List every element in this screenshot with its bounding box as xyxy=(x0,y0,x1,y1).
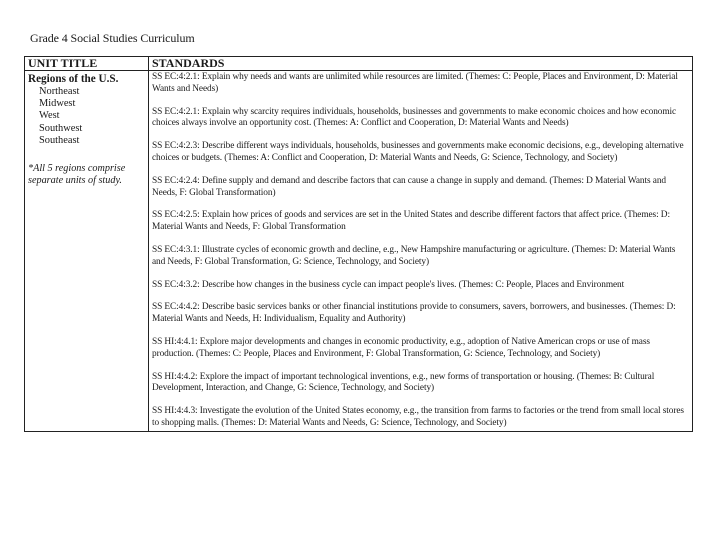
standard-item: SS HI:4:4.2: Explore the impact of important technological inventions, e.g., new forms of transportation or housing. (Themes: B: Cultural Development, Interaction, and Change, G: Science, Technology, and Society) xyxy=(152,371,655,394)
unit-cell xyxy=(25,71,149,432)
standard-item: SS EC:4:2.3: Describe different ways individuals, households, businesses and governments make economic decisions, e.g., developing alternative choices or budgets. (Themes: A: Conflict and Cooperation, D: Material Wants and Needs, G: Science, Technology, and Society) xyxy=(152,141,684,163)
standard-item: SS EC:4:3.2: Describe how changes in the business cycle can impact people's lives. (Themes: C: People, Places and Environment xyxy=(152,279,625,290)
standards-cell xyxy=(149,71,693,432)
standard-item: SS HI:4:4.1: Explore major developments and changes in economic productivity, e.g., adoption of Native American crops or use of mass production. (Themes: C: People, Places and Environment, F: Global Transformation, G: Science, Technology, and Society) xyxy=(152,336,650,359)
unit-title-header: UNIT TITLE xyxy=(25,57,149,71)
standards-header: STANDARDS xyxy=(149,57,693,71)
region-item: Northeast xyxy=(39,86,80,97)
standard-item: SS EC:4:2.1: Explain why scarcity requires individuals, households, businesses and governments to make economic choices and how economic choices always involve an opportunity cost. (Themes: A: Conflict and Cooperation, D: Material Wants and Needs) xyxy=(152,106,677,129)
table-row xyxy=(25,71,693,432)
region-item: Southwest xyxy=(39,122,83,134)
unit-name: Regions of the U.S. xyxy=(28,73,119,85)
region-item: Midwest xyxy=(39,98,76,110)
standard-item: SS EC:4:2.1: Explain why needs and wants are unlimited while resources are limited. (Themes: C: People, Places and Environment, D: Material Wants and Needs) xyxy=(152,72,678,94)
page-title: Grade 4 Social Studies Curriculum xyxy=(30,31,195,45)
unit-note: *All 5 regions comprise separate units of study. xyxy=(28,163,126,187)
standard-item: SS EC:4:2.4: Define supply and demand and describe factors that can cause a change in supply and demand. (Themes: D Material Wants and Needs, F: Global Transformation) xyxy=(152,175,666,198)
region-item: West xyxy=(39,110,60,122)
standard-item: SS EC:4:2.5: Explain how prices of goods and services are set in the United States and describe different factors that affect price. (Themes: D: Material Wants and Needs, F: Global Transformation xyxy=(152,210,670,233)
table-header-row xyxy=(25,57,693,71)
region-list xyxy=(28,86,145,147)
standard-item: SS EC:4:4.2: Describe basic services banks or other financial institutions provide to consumers, savers, borrowers, and businesses. (Themes: D: Material Wants and Needs, H: Individualism, Equality and Authority) xyxy=(152,302,676,325)
curriculum-table xyxy=(24,56,693,432)
standard-item: SS EC:4:3.1: Illustrate cycles of economic growth and decline, e.g., New Hampshire manufacturing or agriculture. (Themes: D: Material Wants and Needs, F: Global Transformation, G: Science, Technology, and Society) xyxy=(152,244,676,267)
standard-item: SS HI:4:4.3: Investigate the evolution of the United States economy, e.g., the transition from farms to factories or the trend from small local stores to shopping malls. (Themes: D: Material Wants and Needs, G: Science, Technology, and Society) xyxy=(152,406,684,428)
region-item: Southeast xyxy=(39,134,80,146)
